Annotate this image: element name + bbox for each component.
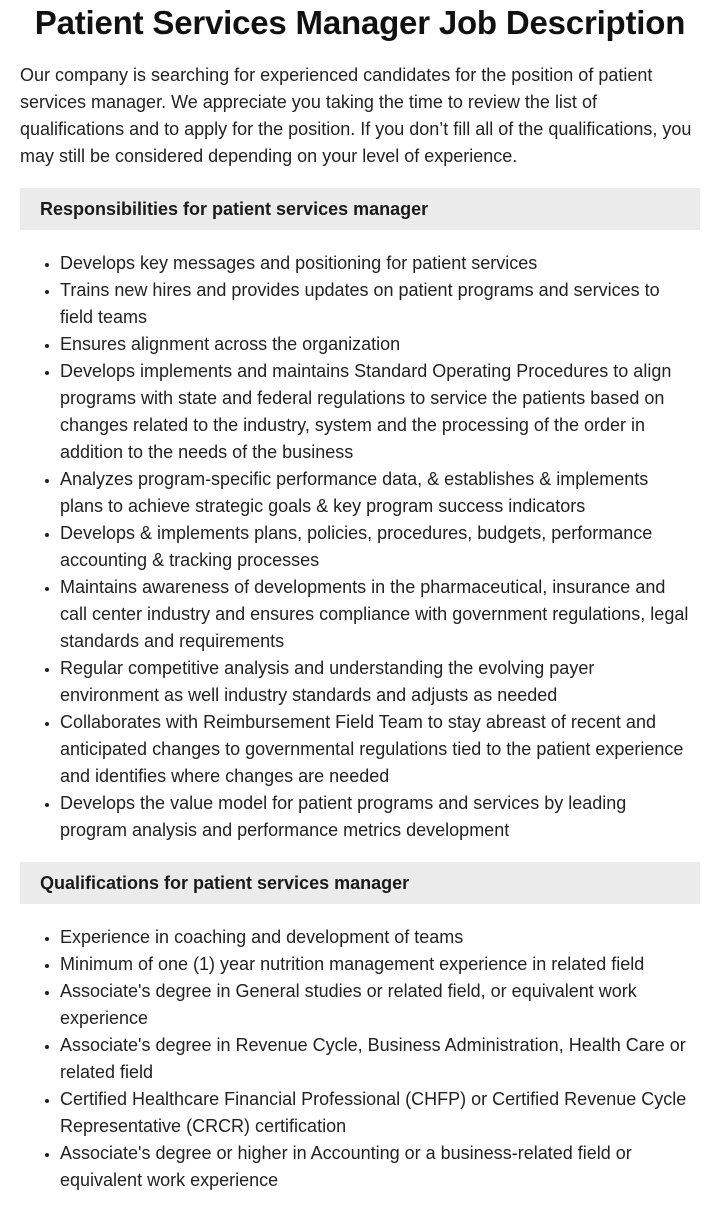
list-item: • Trains new hires and provides updates on patient programs and services to field teams — [60, 277, 700, 331]
list-item: • Ensures alignment across the organization — [60, 331, 700, 358]
qualifications-list — [20, 924, 700, 1194]
list-item: • Associate's degree or higher in Accounting or a business-related field or equivalent work experience — [60, 1140, 700, 1194]
list-item: • Collaborates with Reimbursement Field Team to stay abreast of recent and anticipated changes to governmental regulations tied to the patient experience and identifies where changes are needed — [60, 709, 700, 790]
list-item: • Develops & implements plans, policies, procedures, budgets, performance accounting & tracking processes — [60, 520, 700, 574]
list-item: • Analyzes program-specific performance data, & establishes & implements plans to achieve strategic goals & key program success indicators — [60, 466, 700, 520]
list-item: • Minimum of one (1) year nutrition management experience in related field — [60, 951, 700, 978]
responsibilities-list — [20, 250, 700, 844]
list-item: • Develops key messages and positioning for patient services — [60, 250, 700, 277]
list-item: • Maintains awareness of developments in the pharmaceutical, insurance and call center industry and ensures compliance with government regulations, legal standards and requirements — [60, 574, 700, 655]
list-item: • Certified Healthcare Financial Professional (CHFP) or Certified Revenue Cycle Representative (CRCR) certification — [60, 1086, 700, 1140]
page-title: Patient Services Manager Job Description — [34, 4, 686, 41]
list-item: • Associate's degree in General studies or related field, or equivalent work experience — [60, 978, 700, 1032]
list-item: • Regular competitive analysis and understanding the evolving payer environment as well industry standards and adjusts as needed — [60, 655, 700, 709]
responsibilities-heading: Responsibilities for patient services manager — [20, 188, 700, 230]
list-item: • Experience in coaching and development of teams — [60, 924, 700, 951]
list-item: • Develops the value model for patient programs and services by leading program analysis and performance metrics development — [60, 790, 700, 844]
list-item: • Associate's degree in Revenue Cycle, Business Administration, Health Care or related field — [60, 1032, 700, 1086]
list-item: • Develops implements and maintains Standard Operating Procedures to align programs with state and federal regulations to service the patients based on changes related to the industry, system and the processing of the order in addition to the needs of the business — [60, 358, 700, 466]
intro-paragraph: Our company is searching for experienced candidates for the position of patient services manager. We appreciate you taking the time to review the list of qualifications and to apply for the position. If you don’t fill all of the qualifications, you may still be considered depending on your level of experience. — [20, 65, 692, 166]
qualifications-heading: Qualifications for patient services manager — [20, 862, 700, 904]
